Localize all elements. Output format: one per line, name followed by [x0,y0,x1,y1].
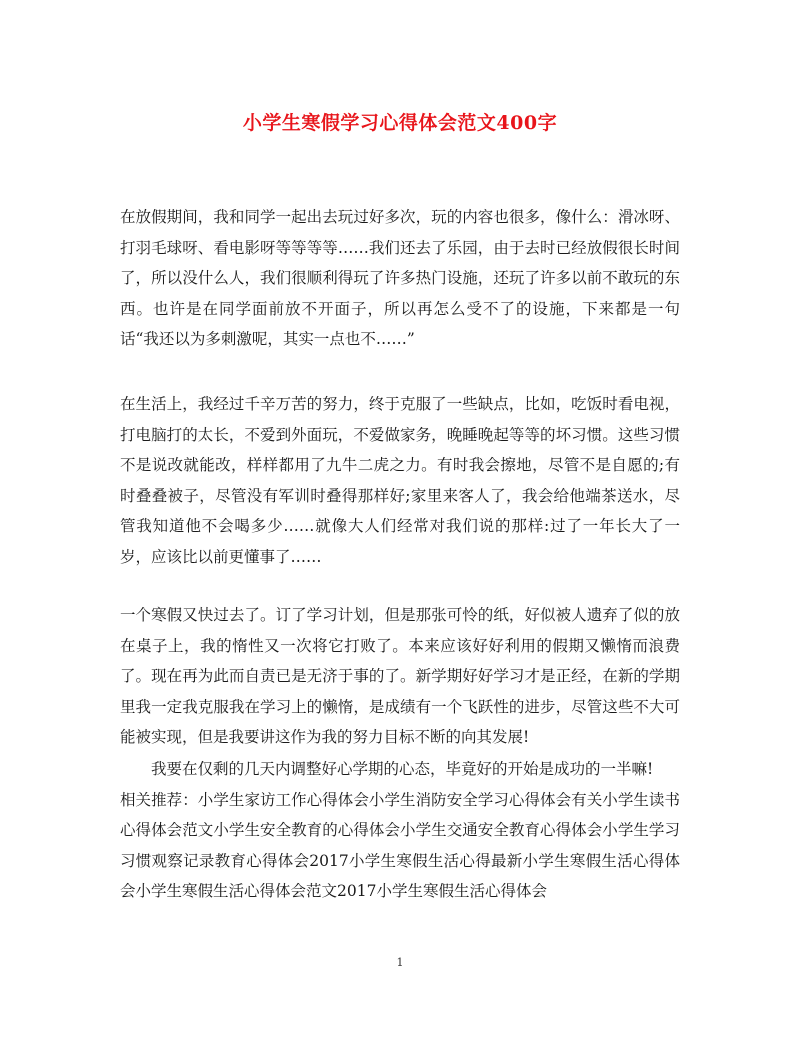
related-recommendations: 相关推荐：小学生家访工作心得体会小学生消防安全学习心得体会有关小学生读书心得体会范文小学生安全教育的心得体会小学生交通安全教育心得体会小学生学习习惯观察记录教育心得体会2017小学生寒假生活心得最新小学生寒假生活心得体会小学生寒假生活心得体会范文2017小学生寒假生活心得体会 [120,790,680,900]
page-number: 1 [396,956,404,969]
paragraph-3: 一个寒假又快过去了。订了学习计划，但是那张可怜的纸，好似被人遗弃了似的放在桌子上，我的惰性又一次将它打败了。本来应该好好利用的假期又懒惰而浪费了。现在再为此而自责已是无济于事的了。新学期好好学习才是正经，在新的学期里我一定我克服我在学习上的懒惰，是成绩有一个飞跃性的进步，尽管这些不大可能被实现，但是我要讲这作为我的努力目标不断的向其发展! [120,606,680,746]
document-title: 小学生寒假学习心得体会范文400字 [242,112,558,134]
paragraph-1: 在放假期间，我和同学一起出去玩过好多次，玩的内容也很多，像什么：滑冰呀、打羽毛球呀、看电影呀等等等等……我们还去了乐园，由于去时已经放假很长时间了，所以没什么人，我们很顺利得玩了许多热门设施，还玩了许多以前不敢玩的东西。也许是在同学面前放不开面子，所以再怎么受不了的设施，下来都是一句话“我还以为多刺激呢，其实一点也不……” [120,208,680,348]
paragraph-4: 我要在仅剩的几天内调整好心学期的心态，毕竟好的开始是成功的一半嘛! [151,760,654,778]
paragraph-2: 在生活上，我经过千辛万苦的努力，终于克服了一些缺点，比如，吃饭时看电视，打电脑打的太长，不爱到外面玩，不爱做家务，晚睡晚起等等的坏习惯。这些习惯不是说改就能改，样样都用了九牛二虎之力。有时我会擦地，尽管不是自愿的;有时叠叠被子，尽管没有军训时叠得那样好;家里来客人了，我会给他端茶送水，尽管我知道他不会喝多少……就像大人们经常对我们说的那样:过了一年长大了一岁，应该比以前更懂事了…… [120,395,680,566]
closing-section [120,754,680,907]
